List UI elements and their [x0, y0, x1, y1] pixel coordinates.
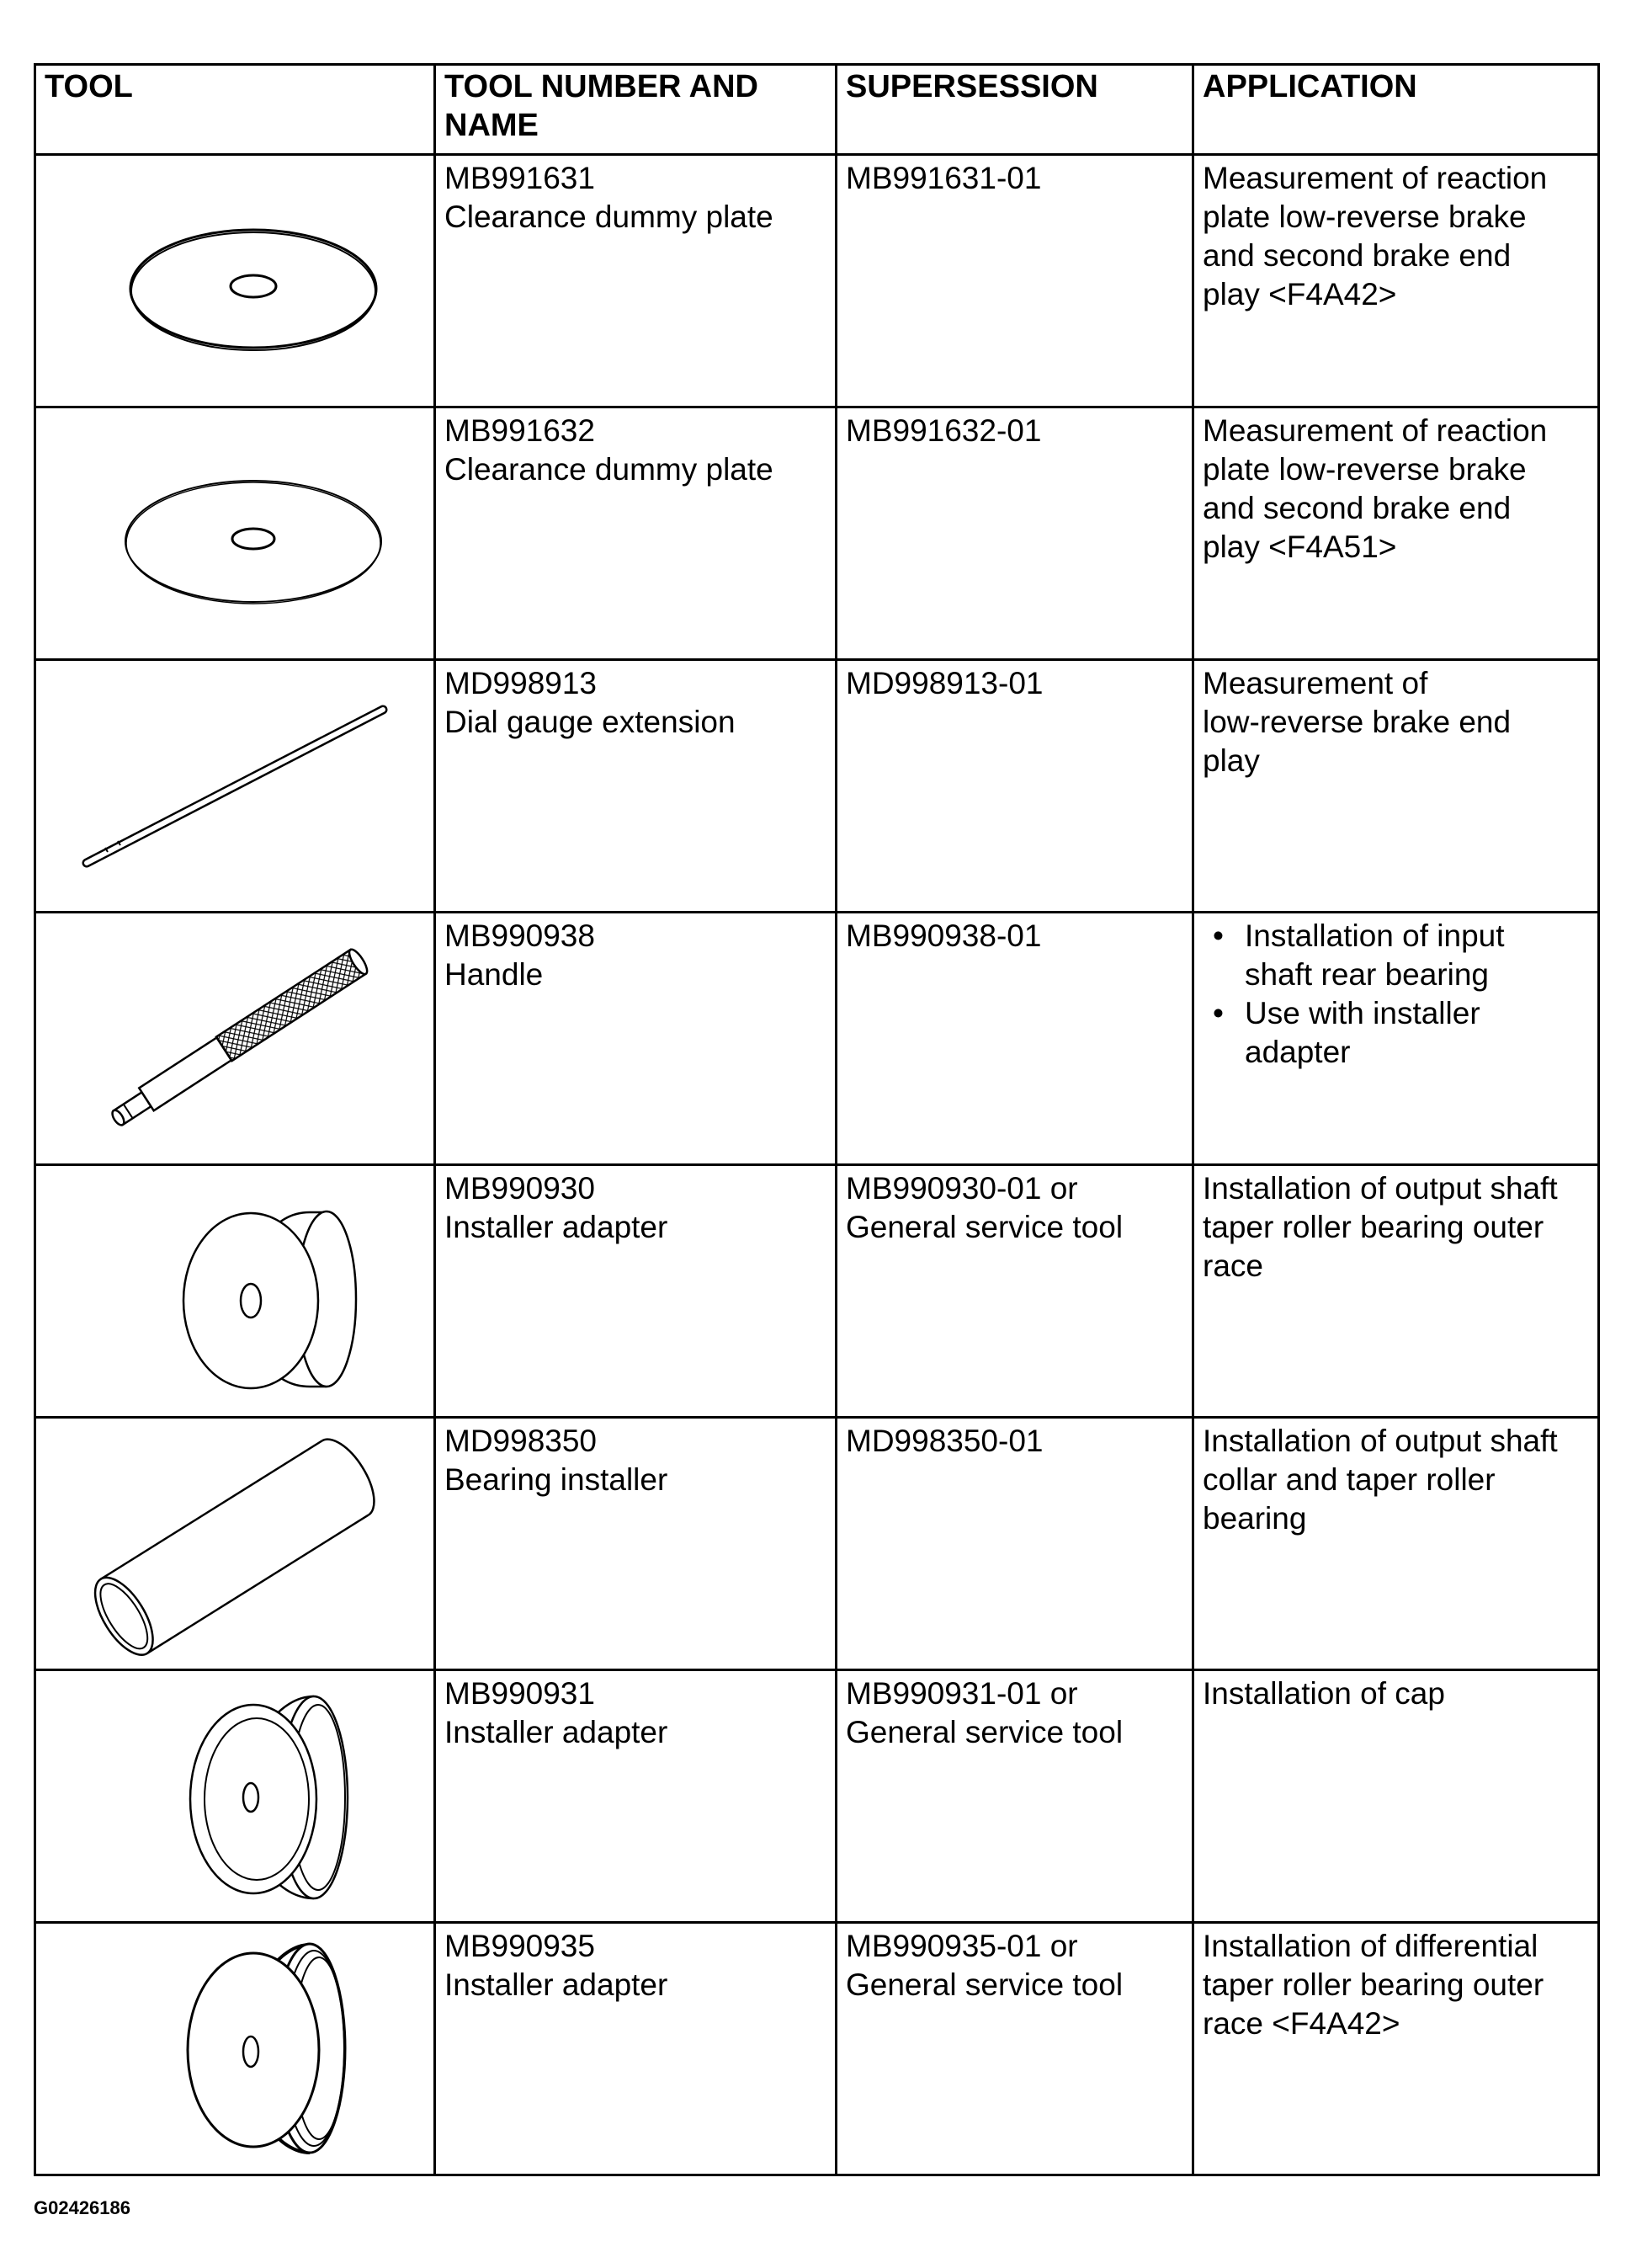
application-cell: [1193, 155, 1599, 407]
application-line: • Installation of input: [1245, 918, 1505, 953]
grooved-disc-adapter-icon: [36, 1924, 436, 2170]
header-supersession: SUPERSESSION: [837, 65, 1193, 155]
application-line: Installation of differential: [1203, 1929, 1538, 1963]
application-line: taper roller bearing outer: [1203, 1210, 1544, 1244]
supersession-cell: [837, 407, 1193, 660]
application-line: Installation of output shaft: [1203, 1424, 1558, 1458]
table-row: [35, 913, 1599, 1165]
supersession-cell: [837, 913, 1193, 1165]
application-bullet: [1203, 917, 1589, 994]
tool-image-cell: [35, 1418, 435, 1670]
application-line: race: [1203, 1248, 1263, 1283]
tool-number-name-cell: [435, 913, 837, 1165]
tool-number: MB990930: [444, 1171, 595, 1206]
tool-name: Installer adapter: [444, 1210, 668, 1244]
table-row: [35, 1923, 1599, 2175]
application-line: Measurement of reaction: [1203, 161, 1548, 195]
extension-rod-icon: [36, 661, 436, 908]
tool-number-name-cell: [435, 407, 837, 660]
tool-number: MD998913: [444, 666, 598, 700]
supersession-text: MB990931-01 or: [846, 1676, 1078, 1711]
table-row: [35, 407, 1599, 660]
tool-number-name-cell: [435, 1923, 837, 2175]
tool-name: Clearance dummy plate: [444, 452, 773, 487]
supersession-text: MD998913-01: [846, 666, 1044, 700]
supersession-cell: [837, 1165, 1193, 1418]
tool-image-cell: [35, 1670, 435, 1923]
application-line: plate low-reverse brake: [1203, 200, 1527, 234]
supersession-text: General service tool: [846, 1210, 1124, 1244]
application-line: • Use with installer: [1245, 996, 1480, 1030]
flat-disc-plate-icon: [36, 408, 436, 655]
tool-name: Bearing installer: [444, 1462, 668, 1497]
supersession-cell: [837, 660, 1193, 913]
table-row: [35, 660, 1599, 913]
header-application: APPLICATION: [1193, 65, 1599, 155]
tool-image-cell: [35, 1165, 435, 1418]
table-row: [35, 1165, 1599, 1418]
supersession-text: MB990935-01 or: [846, 1929, 1078, 1963]
tool-number-name-cell: [435, 1670, 837, 1923]
application-cell: [1193, 660, 1599, 913]
figure-id: G02426186: [34, 2197, 130, 2218]
application-line: play: [1203, 743, 1260, 778]
application-line: Installation of output shaft: [1203, 1171, 1558, 1206]
application-cell: [1193, 407, 1599, 660]
tool-number-name-cell: [435, 155, 837, 407]
application-cell: [1193, 913, 1599, 1165]
tool-image-cell: [35, 1923, 435, 2175]
header-row: [35, 65, 1599, 155]
tool-name: Clearance dummy plate: [444, 200, 773, 234]
application-line: Measurement of reaction: [1203, 413, 1548, 448]
application-line: plate low-reverse brake: [1203, 452, 1527, 487]
tool-name: Handle: [444, 957, 544, 992]
application-line: and second brake end: [1203, 238, 1512, 273]
application-line: Measurement of: [1203, 666, 1428, 700]
supersession-text: General service tool: [846, 1715, 1124, 1749]
header-tool: TOOL: [35, 65, 435, 155]
tool-number: MB991631: [444, 161, 595, 195]
supersession-text: MB990938-01: [846, 918, 1042, 953]
tool-number: MD998350: [444, 1424, 598, 1458]
supersession-cell: [837, 1418, 1193, 1670]
application-bullet-list: [1203, 917, 1589, 1072]
tool-image-cell: [35, 913, 435, 1165]
application-line: play <F4A42>: [1203, 277, 1397, 311]
table-row: [35, 155, 1599, 407]
application-line: collar and taper roller: [1203, 1462, 1496, 1497]
tool-number-name-cell: [435, 660, 837, 913]
header-tool-number-name: TOOL NUMBER AND NAME: [435, 65, 837, 155]
special-tools-table: [34, 63, 1600, 2176]
application-line: taper roller bearing outer: [1203, 1967, 1544, 2002]
application-cell: [1193, 1165, 1599, 1418]
application-bullet: [1203, 994, 1589, 1072]
application-line: Installation of cap: [1203, 1676, 1445, 1711]
application-cell: [1193, 1923, 1599, 2175]
supersession-text: MB991631-01: [846, 161, 1042, 195]
application-line: bearing: [1203, 1501, 1307, 1536]
application-cell: [1193, 1418, 1599, 1670]
supersession-text: MD998350-01: [846, 1424, 1044, 1458]
supersession-cell: [837, 1670, 1193, 1923]
tool-name: Installer adapter: [444, 1967, 668, 2002]
supersession-text: General service tool: [846, 1967, 1124, 2002]
supersession-text: MB990930-01 or: [846, 1171, 1078, 1206]
tool-name: Dial gauge extension: [444, 705, 736, 739]
tool-number: MB991632: [444, 413, 595, 448]
supersession-text: MB991632-01: [846, 413, 1042, 448]
flat-disc-plate-icon: [36, 156, 436, 402]
tool-image-cell: [35, 660, 435, 913]
application-line: adapter: [1245, 1035, 1351, 1069]
knurled-handle-icon: [36, 913, 436, 1160]
supersession-cell: [837, 1923, 1193, 2175]
tool-number: MB990931: [444, 1676, 595, 1711]
application-line: shaft rear bearing: [1245, 957, 1490, 992]
application-line: race <F4A42>: [1203, 2006, 1400, 2041]
application-cell: [1193, 1670, 1599, 1923]
thick-disc-adapter-icon: [36, 1166, 436, 1413]
hollow-cylinder-icon: [36, 1419, 436, 1665]
stepped-disc-adapter-icon: [36, 1671, 436, 1918]
table-row: [35, 1418, 1599, 1670]
tool-number-name-cell: [435, 1165, 837, 1418]
application-line: and second brake end: [1203, 491, 1512, 525]
tool-image-cell: [35, 155, 435, 407]
supersession-cell: [837, 155, 1193, 407]
application-line: play <F4A51>: [1203, 530, 1397, 564]
tool-number: MB990938: [444, 918, 595, 953]
table-row: [35, 1670, 1599, 1923]
tool-number: MB990935: [444, 1929, 595, 1963]
tool-name: Installer adapter: [444, 1715, 668, 1749]
application-line: low-reverse brake end: [1203, 705, 1512, 739]
tool-number-name-cell: [435, 1418, 837, 1670]
tool-image-cell: [35, 407, 435, 660]
